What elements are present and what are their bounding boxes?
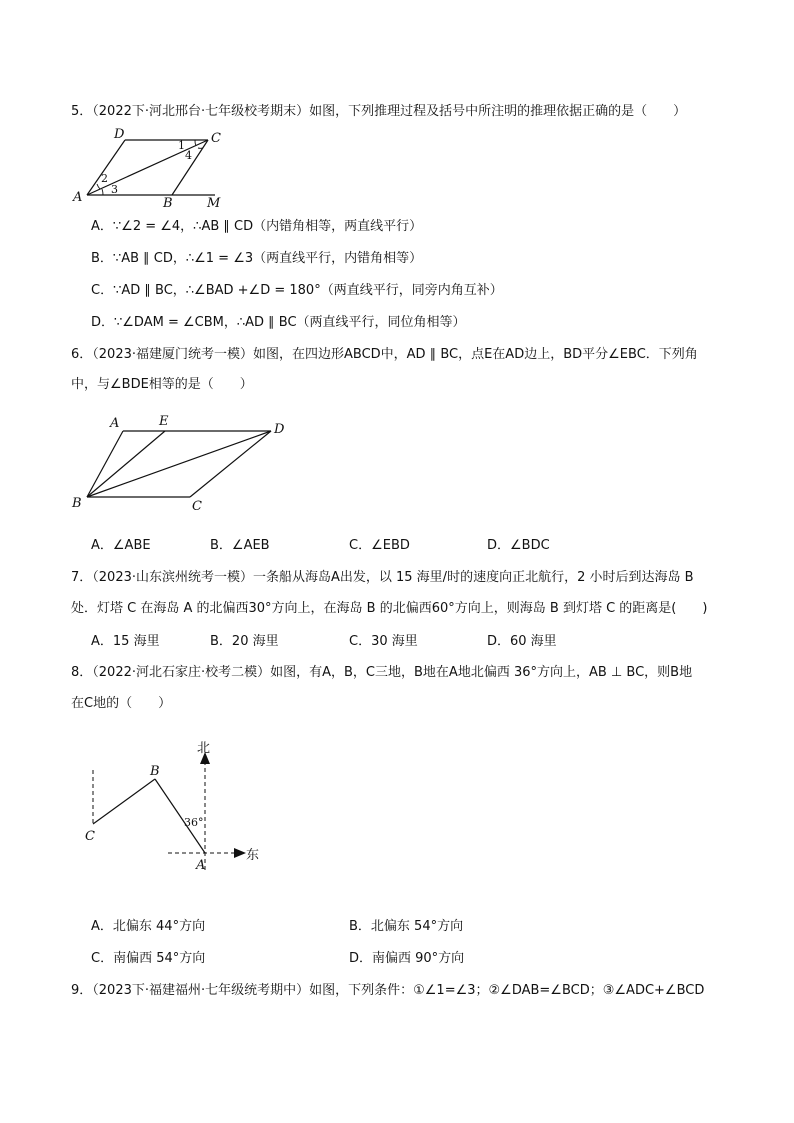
q8-option-c[interactable]: C．南偏西 54°方向: [91, 951, 206, 966]
q8-figure: [80, 738, 270, 873]
q8-east-label: 东: [246, 848, 260, 863]
q6-figure: [68, 410, 293, 515]
q6-option-b[interactable]: B．∠AEB: [210, 538, 270, 553]
q5-stem: 5．（2022下·河北邢台·七年级校考期末）如图，下列推理过程及括号中所注明的推理依据正确的是（ ）: [71, 104, 687, 119]
q5-label-B: B: [163, 196, 173, 209]
q5-figure: [70, 127, 230, 209]
q5-angle-4: 4: [185, 149, 192, 162]
q7-option-d[interactable]: D．60 海里: [487, 634, 557, 649]
q7-option-c[interactable]: C．30 海里: [349, 634, 418, 649]
q6-label-E: E: [159, 414, 169, 429]
q6-label-A: A: [110, 416, 120, 431]
q6-label-B: B: [72, 496, 82, 511]
q5-label-D: D: [114, 127, 125, 142]
q6-label-C: C: [192, 499, 202, 514]
q7-stem-line1: 7．（2023·山东滨州统考一模）一条船从海岛A出发，以 15 海里/时的速度向正北航行，2 小时后到达海岛 B: [71, 570, 694, 585]
q7-stem-line2: 处．灯塔 C 在海岛 A 的北偏西30°方向上，在海岛 B 的北偏西60°方向上，则海岛 B 到灯塔 C 的距离是( ): [71, 601, 708, 616]
q8-option-d[interactable]: D．南偏西 90°方向: [349, 951, 465, 966]
q5-option-a[interactable]: A．∵∠2 = ∠4，∴AB ∥ CD（内错角相等，两直线平行）: [91, 219, 423, 234]
q8-label-A: A: [196, 858, 206, 873]
q6-stem-line1: 6．（2023·福建厦门统考一模）如图，在四边形ABCD中，AD ∥ BC，点E在AD边上，BD平分∠EBC．下列角: [71, 347, 698, 362]
q6-option-d[interactable]: D．∠BDC: [487, 538, 550, 553]
q8-stem-line1: 8．（2022·河北石家庄·校考二模）如图，有A，B，C三地，B地在A地北偏西 36°方向上，AB ⊥ BC，则B地: [71, 665, 693, 680]
q5-option-d[interactable]: D．∵∠DAM = ∠CBM，∴AD ∥ BC（两直线平行，同位角相等）: [91, 315, 466, 330]
q6-option-a[interactable]: A．∠ABE: [91, 538, 151, 553]
q7-option-b[interactable]: B．20 海里: [210, 634, 279, 649]
q8-angle-label: 36°: [184, 816, 204, 829]
q8-option-b[interactable]: B．北偏东 54°方向: [349, 919, 464, 934]
q8-option-a[interactable]: A．北偏东 44°方向: [91, 919, 206, 934]
q5-option-b[interactable]: B．∵AB ∥ CD，∴∠1 = ∠3（两直线平行，内错角相等）: [91, 251, 423, 266]
q9-stem: 9．（2023下·福建福州·七年级统考期中）如图，下列条件：①∠1=∠3；②∠DAB=∠BCD；③∠ADC+∠BCD: [71, 983, 705, 998]
q8-north-label: 北: [197, 741, 211, 756]
q5-angle-1: 1: [178, 139, 185, 152]
q8-label-B: B: [150, 764, 160, 779]
q8-label-C: C: [85, 829, 95, 844]
q6-label-D: D: [274, 422, 285, 437]
q5-label-C: C: [211, 131, 221, 146]
q8-stem-line2: 在C地的（ ）: [71, 696, 172, 711]
q5-label-M: M: [207, 196, 221, 209]
q5-angle-2: 2: [101, 172, 108, 185]
q6-stem-line2: 中，与∠BDE相等的是（ ）: [71, 377, 253, 392]
q5-angle-3: 3: [111, 183, 118, 196]
q5-option-c[interactable]: C．∵AD ∥ BC，∴∠BAD +∠D = 180°（两直线平行，同旁内角互补）: [91, 283, 503, 298]
east-arrow-icon: [234, 848, 246, 858]
q7-option-a[interactable]: A．15 海里: [91, 634, 160, 649]
q6-option-c[interactable]: C．∠EBD: [349, 538, 410, 553]
q5-label-A: A: [73, 190, 83, 205]
